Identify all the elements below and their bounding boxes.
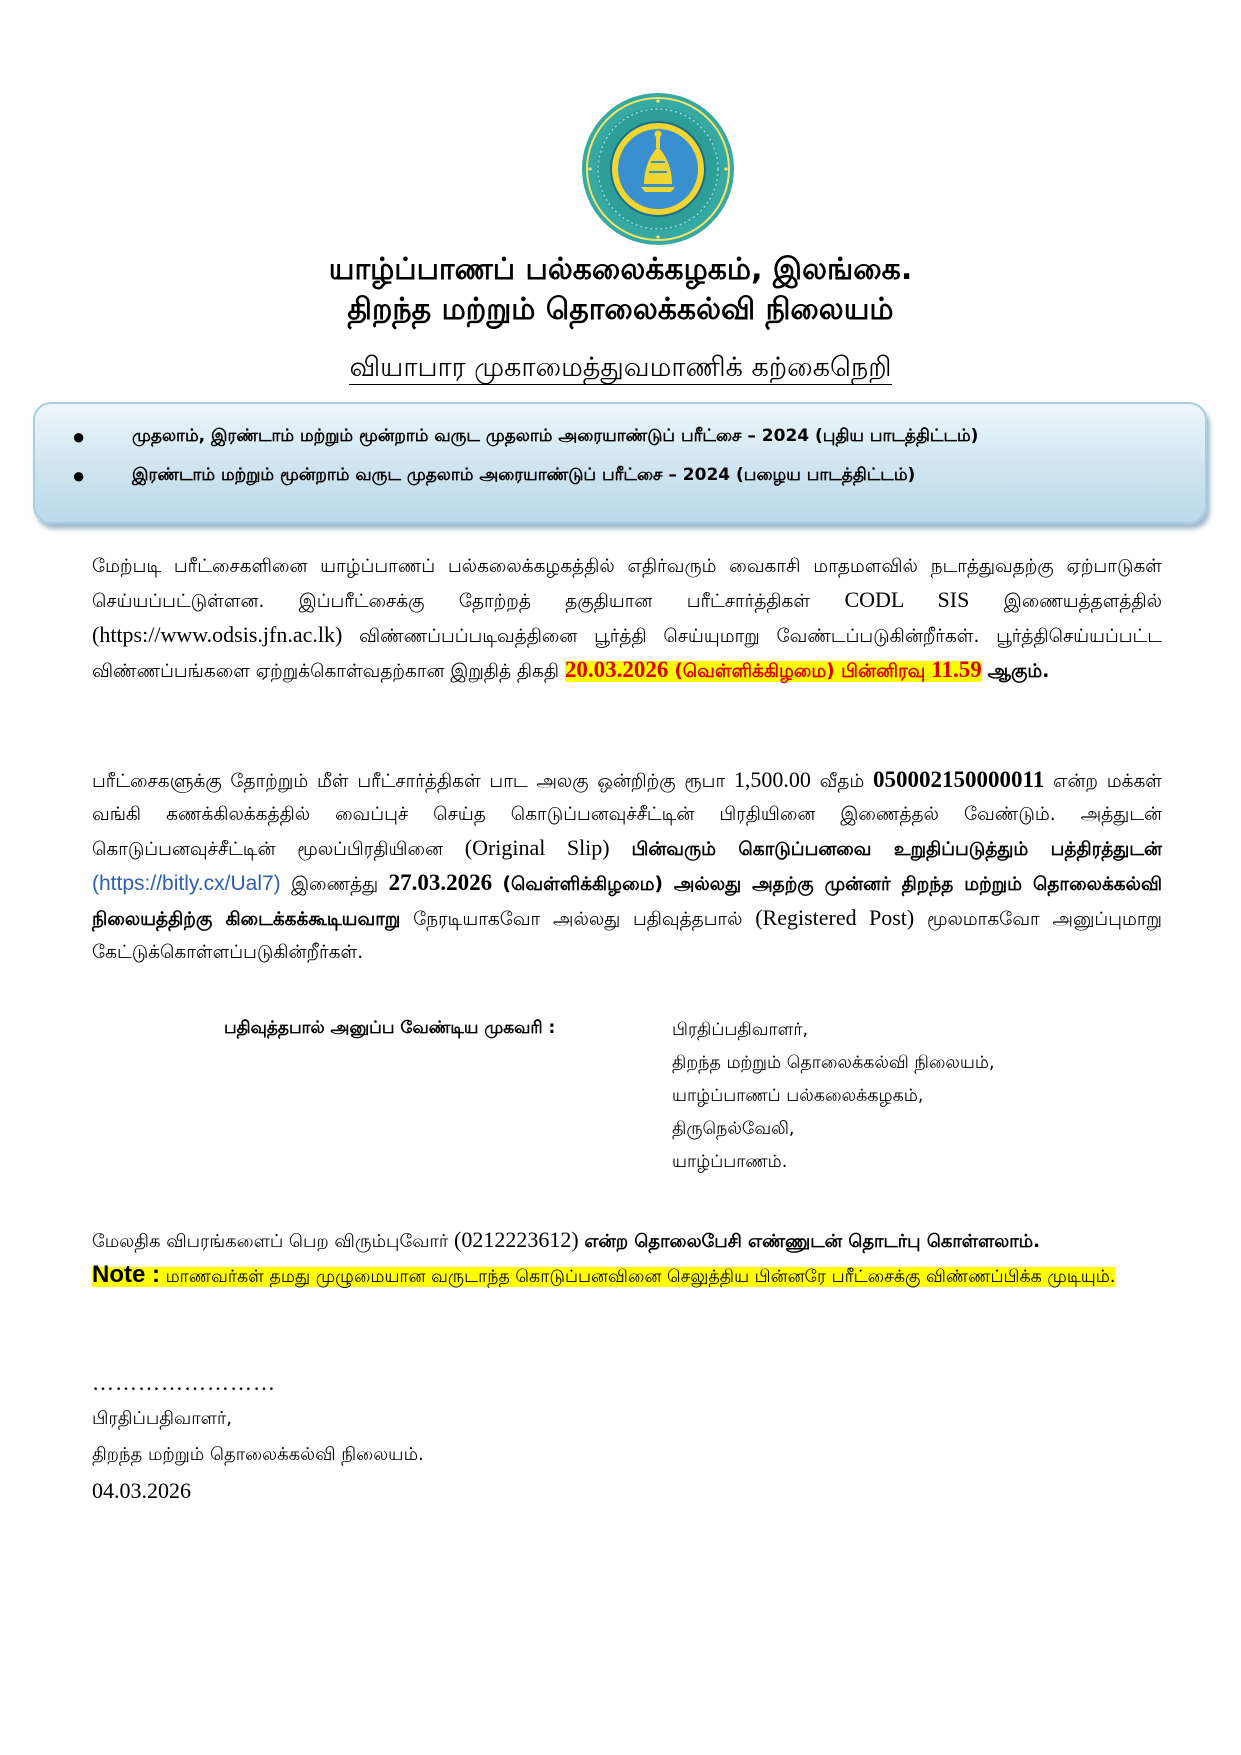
due-date: 27.03.2026: [388, 870, 493, 895]
address-line: திருநெல்வேலி,: [672, 1119, 795, 1139]
issue-date: 04.03.2026: [92, 1478, 191, 1503]
signatory-office: திறந்த மற்றும் தொலைக்கல்வி நிலையம்.: [92, 1444, 424, 1465]
payment-paragraph: [92, 763, 1162, 969]
programme-subtitle-text: வியாபார முகாமைத்துவமாணிக் கற்கைநெறி: [349, 352, 892, 383]
para-text: இணைத்து: [291, 874, 379, 895]
bullet-icon: ●: [72, 463, 86, 488]
deadline-time: 11.59: [931, 657, 982, 682]
para-text: ஆகும்.: [987, 661, 1050, 682]
original-slip-text: (Original Slip): [464, 835, 610, 860]
address-label: பதிவுத்தபால் அனுப்ப வேண்டிய முகவரி :: [224, 1018, 556, 1038]
note-label: Note :: [92, 1261, 160, 1288]
para-text: மூலமாகவோ அனுப்புமாறு கேட்டுக்கொள்ளப்படுகின்றீர்கள்.: [92, 909, 1162, 963]
para-text: என்ற மக்கள் வங்கி கணக்கிலக்கத்தில் வைப்புச் செய்த கொடுப்பனவுச்சீட்டின் பிரதியினை இணைத்தல் வேண்டும். அத்துடன் கொடுப்பனவுச்சீட்டின் மூலப்பிரதியினை: [92, 771, 1162, 860]
programme-subtitle: [0, 350, 1241, 386]
contact-text: என்ற தொலைபேசி எண்ணுடன் தொடர்பு கொள்ளலாம்.: [584, 1231, 1040, 1252]
form-link[interactable]: (https://bitly.cx/Ual7): [92, 872, 281, 895]
postal-address: [672, 1014, 995, 1179]
note-block: [92, 1258, 1162, 1294]
signature-dots: ……………………: [92, 1370, 276, 1395]
address-line: திறந்த மற்றும் தொலைக்கல்வி நிலையம்,: [672, 1053, 995, 1073]
address-line: யாழ்ப்பாணம்.: [672, 1152, 788, 1172]
para-text: பரீட்சைகளுக்கு தோற்றும் மீள் பரீட்சார்த்திகள் பாட அலகு ஒன்றிற்கு ரூபா: [92, 771, 726, 792]
para-text: மேற்படி பரீட்சைகளினை யாழ்ப்பாணப் பல்கலைக்கழகத்தில் எதிர்வரும் வைகாசி மாதமளவில் நடாத்துவதற்கு ஏற்பாடுகள் செய்யப்பட்டுள்ளன. இப்பரீட்சைக்கு தோற்றத் தகுதியான பரீட்சார்த்திகள்: [92, 556, 1162, 612]
application-paragraph: [92, 550, 1162, 688]
phone-number: (0212223612): [454, 1227, 579, 1252]
exam-list-item: [35, 421, 1205, 455]
address-line: பிரதிப்பதிவாளர்,: [672, 1020, 809, 1040]
exam-list-box: [33, 402, 1207, 524]
university-emblem-icon: [581, 92, 735, 246]
para-text: வீதம்: [819, 771, 865, 792]
sis-name: CODL SIS: [844, 587, 970, 612]
address-line: யாழ்ப்பாணப் பல்கலைக்கழகம்,: [672, 1086, 924, 1106]
signatory-title: பிரதிப்பதிவாளர்,: [92, 1408, 233, 1429]
signature-block: [92, 1365, 424, 1509]
fee-amount: 1,500.00: [733, 767, 811, 792]
centre-title: திறந்த மற்றும் தொலைக்கல்வி நிலையம்: [347, 292, 894, 327]
contact-line: [92, 1223, 1162, 1259]
para-bold-text: (வெள்ளிக்கிழமை) அல்லது அதற்கு முன்னர் திறந்த மற்றும் தொலைக்கல்வி நிலையத்திற்கு கிடைக்கக்கூடியவாறு: [92, 874, 1163, 930]
note-text: மாணவர்கள் தமது முழுமையான வருடாந்த கொடுப்பனவினை செலுத்திய பின்னரே பரீட்சைக்கு விண்ணப்பிக்க முடியும்.: [165, 1267, 1116, 1287]
exam-list-item: [35, 460, 1205, 494]
bullet-icon: ●: [72, 424, 86, 449]
deadline-date: 20.03.2026: [564, 657, 669, 682]
exam-name: முதலாம், இரண்டாம் மற்றும் மூன்றாம் வருட முதலாம் அரையாண்டுப் பரீட்சை – 2024 (புதிய பாடத்திட்டம்): [132, 426, 979, 446]
exam-name: இரண்டாம் மற்றும் மூன்றாம் வருட முதலாம் அரையாண்டுப் பரீட்சை – 2024 (பழைய பாடத்திட்டம்): [132, 465, 916, 485]
university-title: யாழ்ப்பாணப் பல்கலைக்கழகம், இலங்கை.: [328, 252, 913, 287]
deadline-day: (வெள்ளிக்கிழமை) பின்னிரவு: [674, 661, 926, 682]
para-bold-text: பின்வரும் கொடுப்பனவை உறுதிப்படுத்தும் பத்திரத்துடன்: [631, 839, 1162, 860]
registered-post-text: (Registered Post): [755, 905, 915, 930]
account-number: 050002150000011: [873, 767, 1045, 792]
sis-url-link[interactable]: (https://www.odsis.jfn.ac.lk): [92, 622, 343, 647]
para-text: நேரடியாகவோ அல்லது பதிவுத்தபால்: [413, 909, 743, 930]
para-text: இணையத்தளத்தில்: [1003, 591, 1162, 612]
para-text: விண்ணப்பப்படிவத்தினை பூர்த்தி செய்யுமாறு வேண்டப்படுகின்றீர்கள். பூர்த்திசெய்யப்பட்ட விண்ணப்பங்களை ஏற்றுக்கொள்வதற்கான இறுதித் திகதி: [92, 626, 1162, 682]
contact-text: மேலதிக விபரங்களைப் பெற விரும்புவோர்: [92, 1231, 449, 1252]
